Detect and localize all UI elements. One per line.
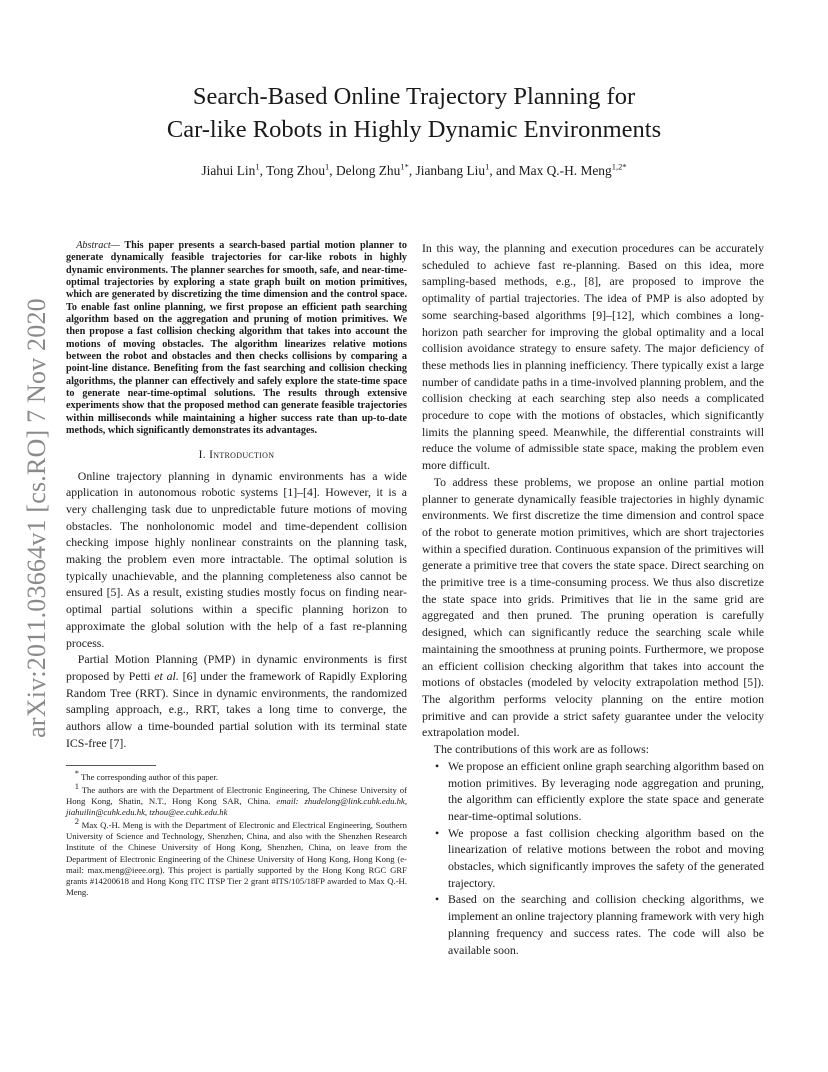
list-item: • We propose a fast collision checking algorithm based on the linearization of relative motions between the robot and moving obstacles, which significantly improves the safety of the generated trajectory. <box>448 825 764 892</box>
abstract-text: This paper presents a search-based partial motion planner to generate dynamically feasible trajectories for car-like robots in highly dynamic environments. The planner searches for smooth, safe, and near-time-optimal trajectories by exploring a state graph built on motion primitives, which are generated by discretizing the time dimension and the control space. To enable fast online planning, we first propose an efficient path searching algorithm based on the aggregation and pruning of motion primitives. We then propose a fast collision checking algorithm that takes into account the motions of moving obstacles. The algorithm linearizes relative motions between the robot and obstacles and then checks collisions by comparing a point-line distance. Benefiting from the fast searching and collision checking algorithms, the planner can effectively and safely explore the state-time space to generate near-time-optimal solutions. The results through extensive experiments show that the proposed method can generate feasible trajectories within milliseconds while maintaining a higher success rate than up-to-date methods, which significantly demonstrates its advantages. <box>66 240 407 437</box>
author-affiliation-mark: 1 <box>325 161 330 172</box>
list-item: • We propose an efficient online graph searching algorithm based on motion primitives. By leveraging node aggregation and pruning, the algorithm can efficiently explore the state space and generate near-time-optimal solutions. <box>448 758 764 825</box>
footnote-rule <box>66 765 156 766</box>
intro-paragraph: Online trajectory planning in dynamic environments has a wide application in autonomous robotic systems [1]–[4]. However, it is a very challenging task due to unpredictable future motions of moving obstacles. The nonholonomic model and time-dependent collision checking impose highly nonlinear constraints on the planning task, making the problem even more intractable. The optimal solution is typically unachievable, and the planning completeness also cannot be ensured [5]. As a result, existing studies mostly focus on finding near-optimal partial solutions within a specific planning horizon to approximate the global solution with the help of a fast re-planning process. <box>66 468 407 650</box>
author-affiliation-mark: 1,2* <box>611 161 627 172</box>
pmp-etal: et al. <box>154 668 179 683</box>
footnote-email-label: email: <box>276 796 299 807</box>
pmp-text-before: Partial Motion Planning (PMP) in dynamic environments is first proposed by Petti <box>66 652 407 683</box>
footnote-mark: 2 <box>74 815 79 826</box>
footnote-mark: 1 <box>74 780 79 791</box>
footnotes <box>66 768 407 898</box>
footnote-text: The corresponding author of this paper. <box>78 772 218 783</box>
abstract-lead: Abstract— <box>76 240 120 251</box>
body-paragraph-approach: To address these problems, we propose an online partial motion planner to generate dynamically feasible trajectories in highly dynamic environments. We first discretize the time dimension and control space of the robot to generate motion primitives, which are short trajectories within a specified duration. Continuous expansion of the primitives will generate a primitive tree that covers the state space. Direct searching on the primitive tree is a time-consuming process. We thus also discretize the state space into grids. Primitives that lie in the same grid are aggregated and then pruned. The pruning operation is carefully designed, which can significantly reduce the searching scale while maintaining the smoothness at pruning points. Furthermore, we propose an efficient collision checking algorithm that takes into account the motions of obstacles (modeled by velocity extrapolation method [5]). The algorithm performs velocity planning on the entire motion primitive and can provide a strict safety guarantee under the velocity extrapolation model. <box>422 474 764 740</box>
footnote-corresponding <box>66 768 407 783</box>
author-affiliation-mark: 1 <box>255 161 260 172</box>
author-affiliation-mark: 1* <box>400 161 409 172</box>
author-separator: , <box>259 163 267 178</box>
pmp-text-after: [6] under the framework of Rapidly Exploring Random Tree (RRT). Since in dynamic environments, the randomized sampling approach, e.g., RRT, takes a long time to converge, the authors allow a time-bounded partial solution with its terminal state ICS-free [7]. <box>66 668 407 750</box>
author-separator: , and <box>489 163 519 178</box>
contributions-list <box>422 758 764 958</box>
author-affiliation-mark: 1 <box>485 161 490 172</box>
pmp-paragraph <box>66 651 407 751</box>
author-separator: , <box>408 163 416 178</box>
left-column <box>66 240 407 900</box>
title-line-2: Car-like Robots in Highly Dynamic Environments <box>166 116 662 143</box>
body-paragraph-contributions-intro: The contributions of this work are as follows: <box>433 742 650 757</box>
author-list <box>0 162 828 180</box>
author-name: Delong Zhu <box>335 163 401 178</box>
paper-title <box>0 80 828 146</box>
right-column <box>422 240 764 958</box>
list-item: • Based on the searching and collision checking algorithms, we implement an online trajectory planning framework with very high planning frequency and success rates. The code will also be available soon. <box>448 891 764 958</box>
title-line-1: Search-Based Online Trajectory Planning for <box>192 83 636 110</box>
arxiv-identifier-text: arXiv:2011.03664v1 [cs.RO] 7 Nov 2020 <box>22 298 52 738</box>
author-name: Jianbang Liu <box>415 163 486 178</box>
body-paragraph-continuation: In this way, the planning and execution procedures can be accurately scheduled to achieve fast re-planning. Based on this idea, more sampling-based methods, e.g., [8], are proposed to improve the optimality of partial trajectories. The idea of PMP is also adopted by some searching-based algorithms [9]–[12], which combines a long-horizon path searcher for improving the global optimality and a local collision avoidance strategy to ensure safety. The major deficiency of these methods lies in planning inefficiency. There typically exist a large number of candidate paths in a time-involved planning problem, and the collision checking at each searching step also needs a complicated procedure to cope with the motions of obstacles, which significantly limits the planning speed. Meanwhile, the differential constraints will reduce the volume of admissible state space, making the problem even more difficult. <box>422 241 764 473</box>
footnote-text: The authors are with the Department of Electronic Engineering, The Chinese University of Hong Kong, Shatin, N.T., Hong Kong SAR, China. <box>66 784 407 807</box>
author-separator: , <box>329 163 336 178</box>
footnote-affiliation-2 <box>66 815 407 899</box>
arxiv-identifier <box>22 283 52 753</box>
author-name: Jiahui Lin <box>201 163 256 178</box>
footnote-emails: zhudelong@link.cuhk.edu.hk, jiahuilin@cuhk.edu.hk, tzhou@ee.cuhk.edu.hk <box>66 796 407 818</box>
footnote-affiliation-1 <box>66 780 407 819</box>
author-name: Max Q.-H. Meng <box>518 163 612 178</box>
abstract <box>66 240 407 438</box>
footnote-mark: * <box>74 768 79 779</box>
footnote-text: Max Q.-H. Meng is with the Department of Electronic and Electrical Engineering, Southern University of Science and Technology, Shenzhen, China, and also with the Shenzhen Research Institute of the Chinese University of Hong Kong, Shenzhen, China, on leave from the Department of Electronic Engineering of the Chinese University of Hong Kong, Hong Kong (e-mail: max.meng@ieee.org). This project is partially supported by the Hong Kong RGC GRF grants #14200618 and Hong Kong ITC ITSP Tier 2 grant #ITS/105/18FP awarded to Max Q.-H. Meng. <box>66 819 407 898</box>
section-heading-introduction: I. Introduction <box>198 448 275 461</box>
author-name: Tong Zhou <box>266 163 326 178</box>
